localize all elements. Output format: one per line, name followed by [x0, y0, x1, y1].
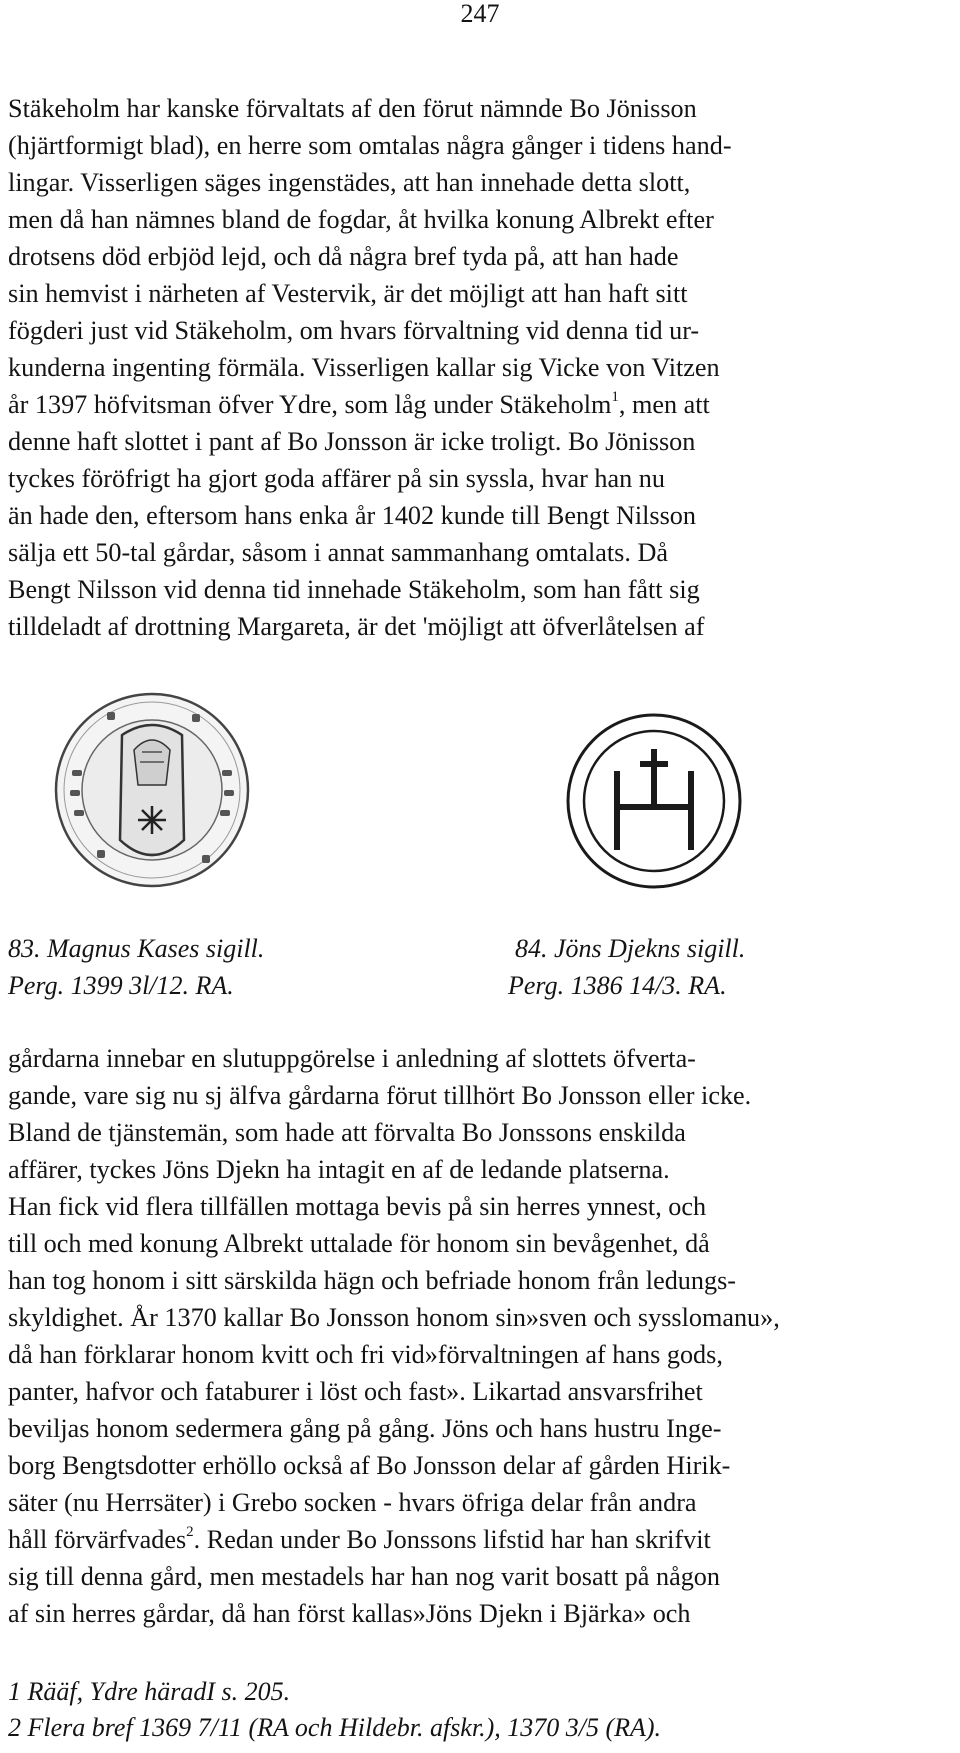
footnote-ref-1: 1 [611, 389, 619, 405]
text-line: skyldighet. År 1370 kallar Bo Jonsson honom sin»sven och sysslomanu», [8, 1303, 780, 1332]
text-line: Bengt Nilsson vid denna tid innehade Stäkeholm, som han fått sig [8, 575, 700, 604]
text-line: drotsens död erbjöd lejd, och då några bref tyda på, att han hade [8, 242, 679, 271]
text-line: kunderna ingenting förmäla. Visserligen kallar sig Vicke von Vitzen [8, 353, 720, 382]
footnote-1: 1 Rääf, Ydre häradI s. 205. [8, 1677, 291, 1706]
seal-84-caption-title: 84. Jöns Djekns sigill. [515, 934, 746, 963]
text-line-tail: , men att [618, 390, 710, 419]
text-line: han tog honom i sitt särskilda hägn och befriade honom från ledungs- [8, 1266, 736, 1295]
text-line: tilldeladt af drottning Margareta, är det 'möjligt att öfverlåtelsen af [8, 612, 705, 641]
text-line [8, 1521, 953, 1558]
seal-83-magnus-kase-icon [52, 690, 252, 890]
text-line-tail: . Redan under Bo Jonssons lifstid har han skrifvit [193, 1525, 711, 1554]
text-line: Stäkeholm har kanske förvaltats af den förut nämnde Bo Jönisson [8, 94, 697, 123]
text-line: (hjärtformigt blad), en herre som omtalas några gånger i tidens hand- [8, 131, 732, 160]
text-line: Han fick vid flera tillfällen mottaga bevis på sin herres ynnest, och [8, 1192, 707, 1221]
seal-83-caption-source: Perg. 1399 3l/12. RA. [8, 971, 234, 1000]
text-line: Bland de tjänstemän, som hade att förvalta Bo Jonssons enskilda [8, 1118, 686, 1147]
text-line: än hade den, eftersom hans enka år 1402 kunde till Bengt Nilsson [8, 501, 696, 530]
text-line: säter (nu Herrsäter) i Grebo socken - hvars öfriga delar från andra [8, 1488, 697, 1517]
text-line-main: år 1397 höfvitsman öfver Ydre, som låg under Stäkeholm [8, 390, 612, 419]
text-line: denne haft slottet i pant af Bo Jonsson är icke troligt. Bo Jönisson [8, 427, 696, 456]
seal-83-caption-title: 83. Magnus Kases sigill. [8, 934, 265, 963]
text-line: gårdarna innebar en slutuppgörelse i anledning af slottets öfverta- [8, 1044, 696, 1073]
footnote-ref-2: 2 [186, 1524, 194, 1540]
text-line: af sin herres gårdar, då han först kallas»Jöns Djekn i Bjärka» och [8, 1599, 691, 1628]
text-line: panter, hafvor och fataburer i löst och fast». Likartad ansvarsfrihet [8, 1377, 703, 1406]
text-line: sin hemvist i närheten af Vestervik, är det möjligt att han haft sitt [8, 279, 688, 308]
footnote-2: 2 Flera bref 1369 7/11 (RA och Hildebr. afskr.), 1370 3/5 (RA). [8, 1713, 662, 1742]
text-line: gande, vare sig nu sj älfva gårdarna förut tillhört Bo Jonsson eller icke. [8, 1081, 752, 1110]
seal-84-caption-source: Perg. 1386 14/3. RA. [508, 971, 727, 1000]
text-line: borg Bengtsdotter erhöllo också af Bo Jonsson delar af gården Hirik- [8, 1451, 731, 1480]
text-line: till och med konung Albrekt uttalade för honom sin bevågenhet, då [8, 1229, 710, 1258]
text-line-main: håll förvärfvades [8, 1525, 187, 1554]
text-line: då han förklarar honom kvitt och fri vid»förvaltningen af hans gods, [8, 1340, 723, 1369]
text-line: sälja ett 50-tal gårdar, såsom i annat sammanhang omtalats. Då [8, 538, 668, 567]
text-line: men då han nämnes bland de fogdar, åt hvilka konung Albrekt efter [8, 205, 714, 234]
paragraph-2 [8, 1040, 953, 1632]
text-line: beviljas honom sedermera gång på gång. Jöns och hans hustru Inge- [8, 1414, 722, 1443]
text-line: affärer, tyckes Jöns Djekn ha intagit en af de ledande platserna. [8, 1155, 670, 1184]
text-line: fögderi just vid Stäkeholm, om hvars förvaltning vid denna tid ur- [8, 316, 700, 345]
seal-84-jons-djekn-icon [565, 712, 743, 890]
text-line: sig till denna gård, men mestadels har han nog varit bosatt på någon [8, 1562, 720, 1591]
text-line [8, 386, 953, 423]
paragraph-1 [8, 90, 953, 645]
text-line: tyckes föröfrigt ha gjort goda affärer på sin syssla, hvar han nu [8, 464, 665, 493]
text-line: lingar. Visserligen säges ingenstädes, att han innehade detta slott, [8, 168, 691, 197]
page-number: 247 [460, 0, 500, 28]
